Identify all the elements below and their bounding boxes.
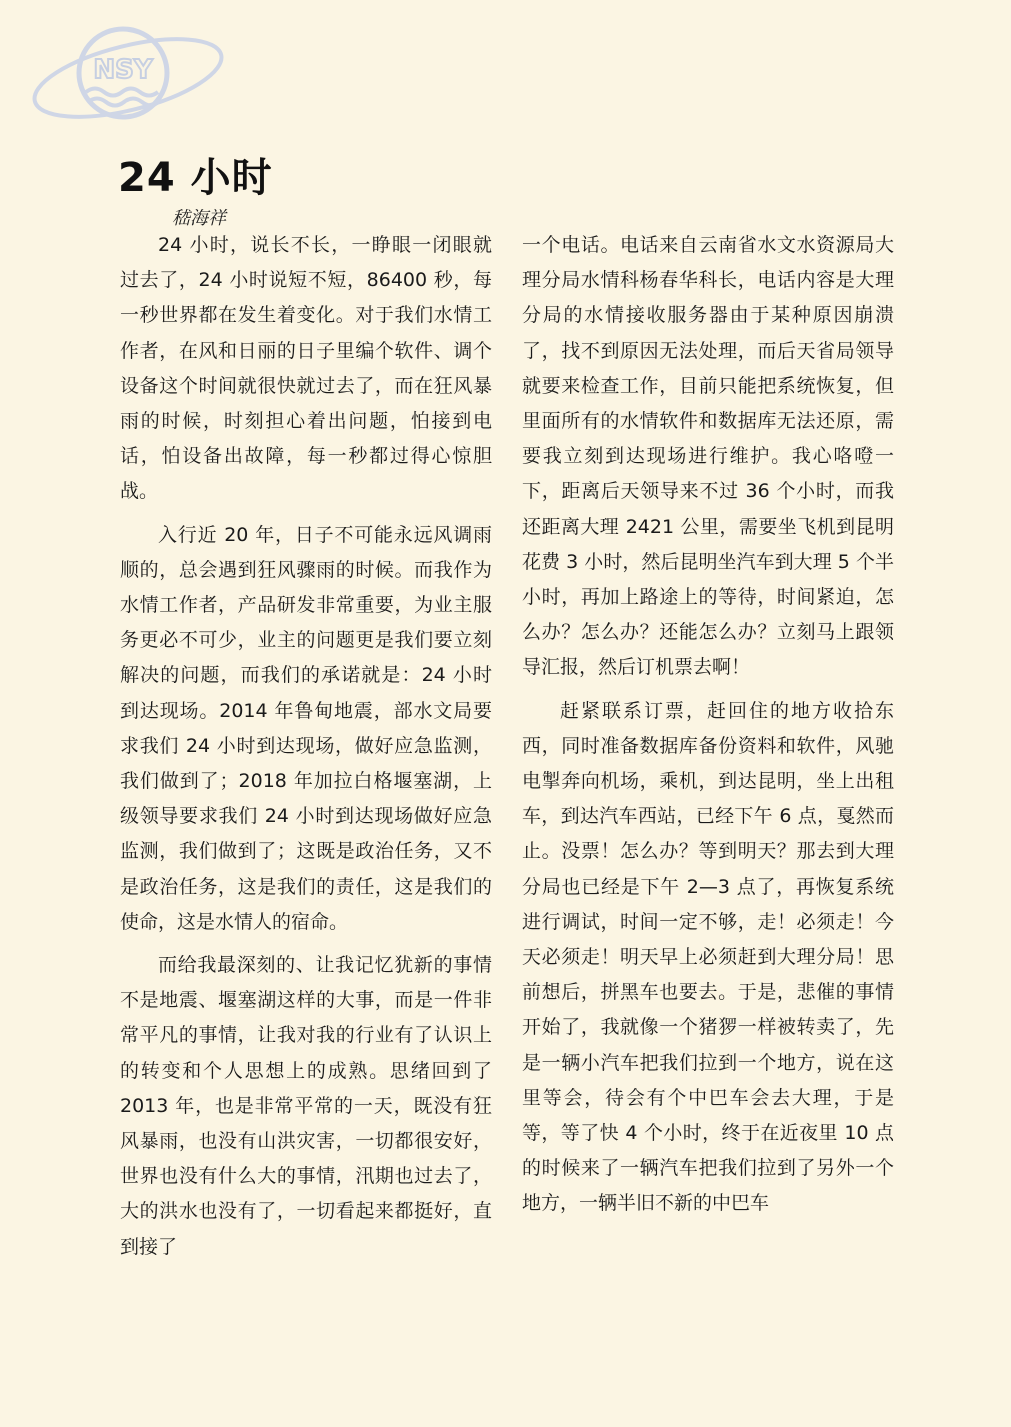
article-column-right (522, 228, 894, 1298)
nsy-logo (28, 18, 228, 136)
paragraph: 赶紧联系订票，赶回住的地方收拾东西，同时准备数据库备份资料和软件，风驰电掣奔向机场，乘机，到达昆明，坐上出租车，到达汽车西站，已经下午 6 点，戛然而止。没票！怎么办？等到明天？那去到大理分局也已经是下午 2—3 点了，再恢复系统进行调试，时间一定不够，走！必须走！今天必须走！明天早上必须赶到大理分局！思前想后，拼黑车也要去。于是，悲催的事情开始了，我就像一个猪猡一样被转卖了，先是一辆小汽车把我们拉到一个地方，说在这里等会，待会有个中巴车会去大理，于是等，等了快 4 个小时，终于在近夜里 10 点的时候来了一辆汽车把我们拉到了另外一个地方，一辆半旧不新的中巴车 (522, 699, 894, 1215)
paragraph: 入行近 20 年，日子不可能永远风调雨顺的，总会遇到狂风骤雨的时候。而我作为水情工作者，产品研发非常重要，为业主服务更必不可少，业主的问题更是我们要立刻解决的问题，而我们的承诺就是：24 小时到达现场。2014 年鲁甸地震，部水文局要求我们 24 小时到达现场，做好应急监测，我们做到了；2018 年加拉白格堰塞湖，上级领导要求我们 24 小时到达现场做好应急监测，我们做到了；这既是政治任务，又不是政治任务，这是我们的责任，这是我们的使命，这是水情人的宿命。 (120, 523, 492, 933)
article-column-left (120, 228, 492, 1298)
article-author: 嵇海祥 (172, 208, 226, 229)
paragraph: 而给我最深刻的、让我记忆犹新的事情不是地震、堰塞湖这样的大事，而是一件非常平凡的事情，让我对我的行业有了认识上的转变和个人思想上的成熟。思绪回到了 2013 年，也是非常平常的一天，既没有狂风暴雨，也没有山洪灾害，一切都很安好，世界也没有什么大的事情，汛期也过去了，大的洪水也没有了，一切看起来都挺好，直到接了 (120, 954, 492, 1258)
paragraph: 24 小时，说长不长，一睁眼一闭眼就过去了，24 小时说短不短，86400 秒，每一秒世界都在发生着变化。对于我们水情工作者，在风和日丽的日子里编个软件、调个设备这个时间就很快就过去了，而在狂风暴雨的时候，时刻担心着出问题，怕接到电话，怕设备出故障，每一秒都过得心惊胆战。 (120, 234, 492, 503)
logo-lettering: NSY (93, 55, 153, 85)
article-title: 24 小时 (118, 155, 273, 201)
nsy-logo-graphic (28, 18, 228, 136)
paragraph-continued: 一个电话。电话来自云南省水文水资源局大理分局水情科杨春华科长，电话内容是大理分局的水情接收服务器由于某种原因崩溃了，找不到原因无法处理，而后天省局领导就要来检查工作，目前只能把系统恢复，但里面所有的水情软件和数据库无法还原，需要我立刻到达现场进行维护。我心咯噔一下，距离后天领导来不过 36 个小时，而我还距离大理 2421 公里，需要坐飞机到昆明花费 3 小时，然后昆明坐汽车到大理 5 个半小时，再加上路途上的等待，时间紧迫，怎么办？怎么办？还能怎么办？立刻马上跟领导汇报，然后订机票去啊！ (522, 234, 894, 679)
